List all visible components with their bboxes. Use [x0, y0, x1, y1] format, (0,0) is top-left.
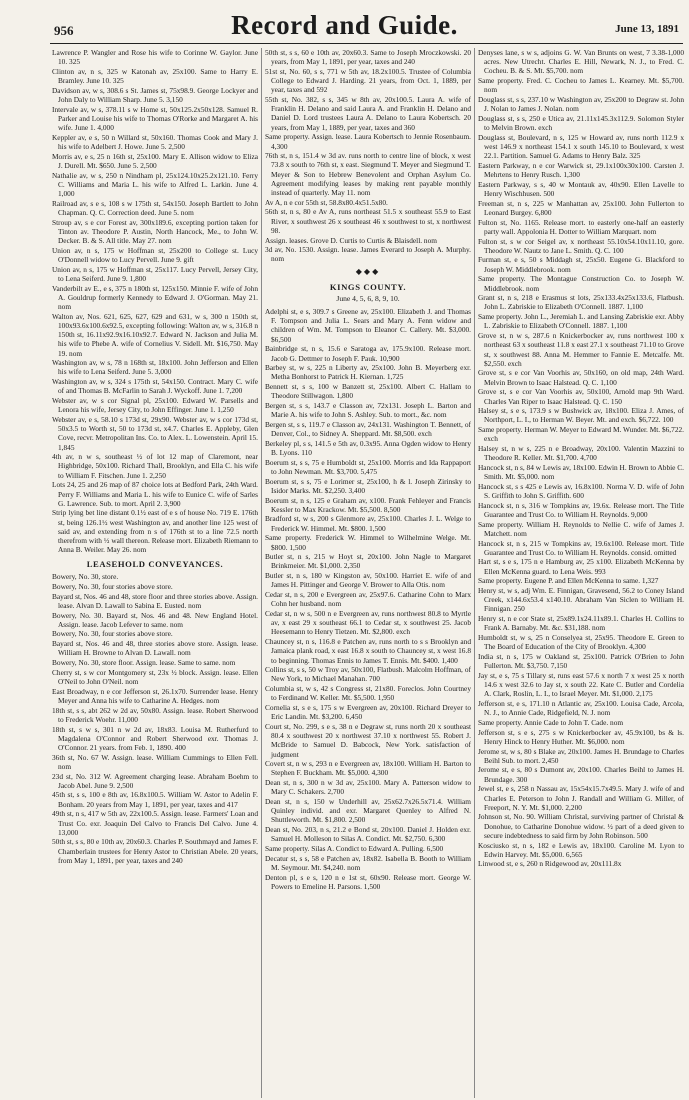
- transfer-entry: Jewel st, e s, 258 n Nassau av, 15x54x15.7x49.5. Mary J. wife of and Charles E. Peterson to John J. Randall and William G. Miller, of Freeport, N. Y. Mt. $1,000. 2,200: [478, 784, 684, 812]
- transfer-entry: Bayard st, Nos. 46 and 48, three stories above store. Assign. lease. William H. Browne to Alvan D. Lawall. nom: [52, 639, 258, 658]
- transfer-entry: Same property. Silas A. Condict to Edward A. Pulling. 6,500: [265, 844, 444, 854]
- transfer-entry: Cornelia st, s e s, 175 s w Evergreen av, 20x100. Richard Dreyer to Eric Landin. Mt. $3,200. 6,450: [265, 703, 471, 722]
- transfer-entry: Morris av, e s, 25 n 16th st, 25x100. Mary E. Allison widow to Eliza J. Durell. Mt. $650. June 5. 2,500: [52, 151, 258, 170]
- transfer-entry: Clinton av, n s, 325 w Katonah av, 25x100. Same to Harry E. Bramley. June 10. 325: [52, 66, 258, 86]
- transfer-entry: 76th st, n s, 151.4 w 3d av. runs north to centre line of block, x west 73.8 x south to 76th st, x east. Siegmund T. Meyer and Siegmund T. Meyer & Son to Hebrew Benevolent and Orphan Asylum Co. Agreement modifying leases by making rent payable monthly instead of quarterly. May 11. nom: [265, 151, 471, 198]
- transfer-entry: Boerum st, n s, 125 e Graham av, x100. Frank Fehleyer and Francis Kessler to Max Krackow. Mt. $5,500. 8,500: [265, 495, 471, 514]
- leasehold-list-continued: [265, 48, 471, 264]
- transfer-entry: Same property. Fred. C. Cocheu to James L. Kearney. Mt. $5,700. nom: [478, 76, 684, 95]
- transfer-entry: Cherry st, s w cor Montgomery st, 23x ½ block. Assign. lease. Ellen O'Neil to John O'Neil. nom: [52, 667, 258, 686]
- page-number: 956: [54, 23, 74, 38]
- transfer-entry: Boerum st, s s, 75 e Humboldt st, 25x100. Morris and Ida Rappaport to John Newman. Mt. $3,700. 5,475: [265, 457, 471, 476]
- transfer-entry: Same property. The Montague Construction Co. to Joseph W. Middlebrook. nom: [478, 274, 684, 293]
- transfer-entry: Court st, No. 299, s e s, 38 n e Degraw st, runs north 20 x southeast 80.4 x southwest 20 x northwest 37.10 x northwest 55. Robert J. McBride to Samuel D. Babcock, New York. satisfaction of judgment: [265, 721, 471, 759]
- transfer-entry: Douglass st, Boulevard, n s, 125 w Howard av, runs north 112.9 x west 146.9 x northeast 154.1 x south 145.10 to Boulevard, x west 22.1. Partition. Samuel G. Adams to Henry Balz. 325: [478, 132, 684, 161]
- section-title-leasehold: LEASEHOLD CONVEYANCES.: [86, 559, 224, 570]
- transfer-entry: Jay st, e s, 75 s Tillary st, runs east 57.6 x north 7 x west 25 x north 14.6 x west 32.6 to Jay st, x south 22. Kate C. Butler and Cordelia A. Clark, Roslin, L. I., to Israel Meyer. Mt. $1,000. 2,175: [478, 670, 684, 699]
- transfer-entry: Fulton st, No. 1165. Release mort. to easterly one-half an easterly party wall. Appolonia H. Dotter to William Marquart. nom: [478, 217, 684, 236]
- transfer-entry: 51st st, No. 60, s s, 771 w 5th av, 18.2x100.5. Trustee of Columbia College to Edward J. Harding. 21 years, from Oct. 1, 1889, per year, taxes and 592: [265, 66, 471, 95]
- issue-date: June 13, 1891: [615, 23, 679, 35]
- transfer-entry: Cedar st, n s, 200 e Evergreen av, 25x97.6. Catharine Cohn to Marx Cohn her husband. nom: [265, 590, 471, 609]
- transfer-entry: 3d av, No. 1530. Assign. lease. James Everard to Joseph A. Murphy. nom: [265, 245, 471, 264]
- kings-county-list-continued: [478, 48, 684, 869]
- transfer-entry: Dean st, n s, 150 w Underhill av, 25x62.7x26.5x71.4. William Quinley individ. and exr. Margaret Quenley to Alfred N. Shuttleworth. Mt. $1,800. 2,500: [265, 797, 471, 825]
- transfer-entry: Denyses lane, s w s, adjoins G. W. Van Brunts on west, 7 3.38-1,000 acres. New Utrecht. Charles E. Hill, Newark, N. J., to Fred. C. Cocheu. B. & S. Mt. $5,700. nom: [478, 48, 684, 76]
- transfer-entry: Boerum st, s s, 75 e Lorimer st, 25x100, h & l. Joseph Zirinsky to Isidor Marks. Mt. $2,250. 3,400: [265, 476, 471, 495]
- section-title-kings-county: KINGS COUNTY.: [329, 281, 407, 292]
- transfer-entry: East Broadway, n e cor Jefferson st, 26.1x70. Surrender lease. Henry Meyer and Anna his wife to Catharine A. Hedges. nom: [52, 686, 258, 705]
- transfer-entry: Strip lying bet line distant 0.1½ east of e s of house No. 719 E. 176th st, being 126.1½ west Washington av, and another line 125 west of said av, and extending from n s of 176th st to a line 72.5 north therefrom with ½ wall thereon. Release mort. Elizabeth Riemann to Anna B. Weiler. May 26. nom: [52, 508, 258, 555]
- transfer-entry: Same property. Annie Cade to John T. Cade. nom: [478, 717, 624, 727]
- column-divider: [474, 48, 475, 1098]
- transfer-entry: India st, n s, 175 w Oakland st, 25x100. Patrick O'Brien to John Fullerton. Mt. $3,750. 7,150: [478, 652, 684, 671]
- transfer-entry: 55th st, No. 382, s s, 345 w 8th av, 20x100.5. Laura A. wife of Franklin H. Delano and said Laura A. and Franklin H. Delano and Daniel D. Lord trustees Laura A. Delano to Laura Kobertsch. 20 years, from May 1, 1889, per year, taxes and 360: [265, 95, 471, 132]
- transfer-entry: Grove st, n w s, 287.6 n Knickerbocker av, runs northwest 100 x northeast 63 x southeast 11.8 x east 27.1 x southeast 71.10 to Grove st, x southwest 88. Anna M. Hemmer to Fannie E. Metcalfe. Mt. $2,550. exch: [478, 331, 684, 368]
- column-3: [478, 48, 684, 1098]
- transfer-entry: Berkeley pl, s s, 141.5 e 5th av, 0.3x95. Anna Ogden widow to Henry B. Lyons. 110: [265, 438, 471, 458]
- transfer-entry: 4th av, n w s, southeast ½ of lot 12 map of Claremont, near Highbridge, 50x100. Richard Thall, Brooklyn, and Ella C. his wife to William F. Fitschen. June 1. 2,250: [52, 452, 258, 480]
- transfer-entry: Lawrence P. Wangler and Rose his wife to Corinne W. Gaylor. June 10. 325: [52, 48, 258, 67]
- transfer-entry: Bowery, No. 30, four stories above store.: [52, 629, 173, 639]
- transfer-entry: Halsey st, s e s, 173.9 s w Bushwick av, 18x100. Eliza J. Ames, of Northport, L. I., to Herman W. Beyer. Mt. and exch. $6,722. 100: [478, 406, 684, 425]
- transfer-entry: Bayard st, Nos. 46 and 48, store floor and three stories above. Assign. lease. Alvan D. Lawall to Sabina E. Eusted. nom: [52, 591, 258, 610]
- transfer-entry: 23d st, No. 312 W. Agreement charging lease. Abraham Boehm to Jacob Abel. June 9. 2,500: [52, 771, 258, 790]
- transfer-entry: Bergen st, s s, 143.7 e Classon av, 72x131. Joseph L. Barton and Marie A. his wife to John S. Ashley. Sub. to mort., &c. nom: [265, 401, 471, 420]
- transfer-entry: Columbia st, w s, 42 s Congress st, 21x80. Foreclos. John Courtney to Ferdinand W. Keller. Mt. $5,500. 1,950: [265, 684, 471, 703]
- conveyance-list: [52, 48, 258, 554]
- transfer-entry: 50th st, s s, 60 e 10th av, 20x60.3. Same to Joseph Mroczkowski. 20 years, from May 1, 1891, per year, taxes and 240: [265, 48, 471, 67]
- transfer-entry: Linwood st, e s, 260 n Ridgewood av, 20x111.8x: [478, 859, 622, 869]
- transfer-entry: Adelphi st, e s, 309.7 s Greene av, 25x100. Elizabeth J. and Thomas F. Tompson and Julia L. Sears and Mary A. Fenn widow and children of Wm. M. Tompson to Eleanor C. Callery. Mt. $3,000. $6,500: [265, 307, 471, 344]
- transfer-entry: Henry st, n e cor State st, 25x89.1x24.11x89.1. Charles H. Collins to Frank A. Barnaby. Mt. &c. $31,188. nom: [478, 614, 684, 633]
- transfer-entry: Bowery, No. 30. Bayard st, Nos. 46 and 48. New England Hotel. Assign. lease. Jacob Lefever to same. nom: [52, 610, 258, 629]
- transfer-entry: Bowery, No. 30, store floor. Assign. lease. Same to same. nom: [52, 658, 236, 668]
- transfer-entry: Cedar st, n w s, 500 n e Evergreen av, runs northwest 80.8 to Myrtle av, x east 29 x southeast 66.1 to Cedar st, x southwest 25. Jacob Heesemann to Henry Tietzen. Mt. $2,800. exch: [265, 609, 471, 637]
- transfer-entry: Grove st, s e cor Van Voorhis av, 50x100, Arnold map 9th Ward. Charles Van Riper to Isaac Halstead. Q. C. 150: [478, 387, 684, 406]
- transfer-entry: Furman st, e s, 50 s Middagh st, 25x50. Eugene G. Blackford to Joseph W. Middlebrook. nom: [478, 255, 684, 274]
- leasehold-list: [52, 572, 258, 865]
- transfer-entry: Bennett st, s s, 100 w Banzett st, 25x100. Albert C. Hallam to Theodore Stillwagon. 1,800: [265, 382, 471, 401]
- transfer-entry: Hancock st, n s, 84 w Lewis av, 18x100. Edwin H. Brown to Abbie C. Smith. Mt. $5,000. nom: [478, 462, 684, 482]
- transfer-entry: Same property. William H. Reynolds to Nellie C. wife of James J. Matchett. nom: [478, 519, 684, 538]
- transfer-entry: Eastern Parkway, s s, 40 w Montauk av, 40x90. Ellen Lavelle to Henry Wischhusen. 500: [478, 179, 684, 199]
- transfer-entry: Humboldt st, w s, 25 n Conselyea st, 25x95. Theodore E. Green to The Board of Education of the City of Brooklyn. 4,300: [478, 633, 684, 652]
- transfer-entry: Bainbridge st, n s, 15.6 e Saratoga av, 175.9x100. Release mort. Jacob G. Dettmer to Joseph F. Pauk. 10,900: [265, 344, 471, 363]
- transfer-entry: Same property. Eugene P. and Ellen McKenna to same. 1,327: [478, 576, 659, 586]
- transfer-entry: 18th st, s w s, 301 n w 2d av, 18x83. Louisa M. Rutherfurd to Magdalena O'Connor and Robert Sherwood exr. Thomas J. O'Connor. 21 years. from Feb. 1, 1890. 400: [52, 724, 258, 752]
- transfer-entry: Chauncey st, n s, 116.8 e Patchen av, runs north to s s Brooklyn and Jamaica plank road, x east 16.8 x south to Chauncey st, x west 16.8 to beginning. Thomas Ennis to James T. Ennis. Mt. $400. 1,400: [265, 637, 471, 665]
- transfer-entry: Intervale av, w s, 378.11 s w Home st, 50x125.2x50x128. Samuel R. Parker and Louise his wife to Thomas O'Rorke and Margaret A. his wife. June 1. 4,000: [52, 104, 258, 133]
- transfer-entry: Hancock st, s s 425 e Lewis av, 16.8x100. Norma V. D. wife of John S. Griffith to John S. Griffith. 600: [478, 481, 684, 501]
- transfer-entry: 50th st, s s, 80 e 10th av, 20x60.3. Charles P. Southmayd and James F. Chamberlain trustees for Henry Astor to Christian Abele. 20 years, from May 1, 1891, per year, taxes and 240: [52, 837, 258, 865]
- transfer-entry: Bowery, No. 30, store.: [52, 572, 119, 582]
- transfer-entry: Butler st, n s, 215 w Hoyt st, 20x100. John Nagle to Margaret Brinkmeier. Mt. $1,000. 2,350: [265, 552, 471, 571]
- transfer-entry: Covert st, n w s, 293 n e Evergreen av, 18x100. William H. Barton to Stephen F. Buckham. Mt. $5,000. 4,300: [265, 759, 471, 778]
- transfer-entry: Union av, n s, 175 w Hoffman st, 25x200 to College st. Lucy O'Donnell widow to Lucy Pervell. June 9. gift: [52, 245, 258, 264]
- transfer-entry: Same property. Assign. lease. Laura Kobertsch to Jennie Rosenbaum. 4,300: [265, 132, 471, 151]
- transfer-entry: Halsey st, n w s, 225 n e Broadway, 20x100. Valentin Mazzini to Theodore R. Keller. Mt. $1,700. 4,700: [478, 444, 684, 463]
- transfer-entry: Decatur st, s s, 58 e Patchen av, 18x82. Isabella B. Booth to William M. Seymour. Mt. $4,240. nom: [265, 853, 471, 872]
- column-2: [265, 48, 471, 1098]
- transfer-entry: Lots 24, 25 and 26 map of 87 choice lots at Bedford Park, 24th Ward. Perry F. Williams and Maria L. his wife to Eunice C. wife of Sarles G. Lawrence. Sub. to mort. April 2. 3,900: [52, 480, 258, 508]
- transfer-entry: Railroad av, s e s, 108 s w 175th st, 54x150. Joseph Bartlett to John Chapman. Q. C. Correction deed. June 5. nom: [52, 198, 258, 217]
- transfer-entry: Jefferson st, s e s, 275 s w Knickerbocker av, 45.9x100, bs & ls. Henry Hinck to Henry Huther. Mt. $6,000. nom: [478, 727, 684, 746]
- page-header: [0, 0, 689, 40]
- transfer-entry: Henry st, w s, adj Wm. E. Finnigan, Gravesend, 56.2 to Coney Island Creek, x144.6x53.4 x140.10. Abraham Van Siclen to William H. Finnigan. 250: [478, 586, 684, 614]
- transfer-entry: Webster av, w s cor Signal pl, 25x100. Edward W. Parsells and Lenora his wife, Jersey City, to John Effinger. June 1. 1,250: [52, 396, 258, 415]
- transfer-entry: 45th st, s s, 100 e 8th av, 16.8x100.5. William W. Astor to Adelin F. Bonham. 20 years from May 1, 1891, per year, taxes and 417: [52, 790, 258, 809]
- transfer-entry: Collins st, s s, 50 w Troy av, 50x100, Flatbush. Malcolm Hoffman, of New York, to Michael Manahan. 700: [265, 665, 471, 684]
- transfer-entry: Washington av, w s, 78 n 168th st, 18x100. John Jefferson and Ellen his wife to Lena Seiferd. June 5. 3,000: [52, 358, 258, 377]
- transfer-entry: Vanderbilt av E., e s, 375 n 180th st, 125x150. Minnie F. wife of John A. Gouldrup formerly Kennedy to Edward J. O'Gorman. May 21. nom: [52, 283, 258, 311]
- transfer-entry: 36th st, No. 67 W. Assign. lease. William Cummings to Ellen Fell. nom: [52, 752, 258, 771]
- transfer-entry: Jerome st, e s, 80 s Dumont av, 20x100. Charles Beihl to James H. Brundage. 300: [478, 765, 684, 784]
- transfer-entry: Jerome st, w s, 80 s Blake av, 20x100. James H. Brundage to Charles Beihl Sub. to mort. 2,450: [478, 746, 684, 765]
- transfer-entry: Same property. John L., Jeremiah L. and Lansing Zabriskie exr. Abby L. Zabriskie to Elizabeth O'Connell. 1887. 1,100: [478, 312, 684, 331]
- transfer-entry: Kosciusko st, n s, 182 e Lewis av, 18x100. Caroline M. Lyon to Edwin Harvey. Mt. $5,000. 6,565: [478, 840, 684, 859]
- transfer-entry: Barbey st, w s, 225 n Liberty av, 25x100. John B. Meyerberg exr. Metha Bonhorst to Patrick H. Kiernan. 1,725: [265, 363, 471, 382]
- transfer-entry: Nathalie av, w s, 250 n Nindham pl, 25x124.10x25.2x121.10. Ferry C. Williams and Maria L. his wife to Alfred L. Larkin. June 4. 1,000: [52, 170, 258, 199]
- transfer-entry: 18th st, s s, abt 262 w 2d av, 50x80. Assign. lease. Robert Sherwood to Frederick Woehr. 11,000: [52, 705, 258, 724]
- transfer-entry: Dean st, n s, 300 n w 3d av, 25x100. Mary A. Patterson widow to Mary C. Schakers. 2,700: [265, 778, 471, 797]
- kings-county-list: [265, 307, 471, 891]
- transfer-entry: 49th st, n s, 417 w 5th av, 22x100.5. Assign. lease. Farmers' Loan and Trust Co. exr. Joaquin Del Calvo to Francis Del Calvo. June 4. 13,000: [52, 809, 258, 837]
- transfer-entry: Union av, n s, 175 w Hoffman st, 25x117. Lucy Pervell, Jersey City, to Lena Seiferd. June 9. 1,800: [52, 264, 258, 283]
- transfer-entry: Davidson av, w s, 308.6 s St. James st, 75x98.9. George Lockyer and John Daly to William Sharp. June 5. 3,150: [52, 85, 258, 105]
- transfer-entry: Hancock st, n s, 316 w Tompkins av, 19.6x. Release mort. The Title Guarantee and Trust Co. to William H. Reynolds. 9,000: [478, 500, 684, 519]
- transfer-entry: Assign. leases. Grove D. Curtis to Curtis & Blaisdell. nom: [265, 235, 437, 245]
- transfer-entry: Bradford st, w s, 200 s Glenmore av, 25x100. Charles J. L. Welge to Frederick W. Himmel. Mt. $800. 1,500: [265, 514, 471, 533]
- transfer-entry: 56th st, n s, 80 e Av A, runs northeast 51.5 x southeast 55.9 to East River, x southwest 26 x southeast 46 x southwest to st, x northwest 98.: [265, 207, 471, 235]
- transfer-entry: Butler st, n s, 180 w Kingston av, 50x100. Harriet E. wife of and James H. Pittinger and George V. Brower to Alla Otis. nom: [265, 571, 471, 590]
- transfer-entry: Jefferson st, e s, 171.10 n Atlantic av, 25x100. Louisa Cade, Arcola, N. J., to Annie Cade, Ridgefield, N. J. nom: [478, 699, 684, 718]
- transfer-entry: Keppler av, e s, 50 n Willard st, 50x160. Thomas Cook and Mary J. his wife to Adelbert J. Howe. June 5. 2,500: [52, 132, 258, 152]
- header-rule: [50, 43, 683, 44]
- transfer-entry: Webster av, e s, 58.10 s 173d st, 29x90. Webster av, w s cor 173d st, 50x3.5 to Worth st, 50 to 173d st, x4.7. Charles E. Appleby, Glen Cove, recvr. Metropolitan Ins. Co. to Alex. L. Lowenstein. April 15. 1,845: [52, 414, 258, 452]
- transfer-entry: Stroup av, s e cor Forest av, 300x189.6, excepting portion taken for Tinton av. Theodore P. Austin, North Hancock, Me., to John W. Decker. B. & S. All title. May 27. nom: [52, 217, 258, 246]
- section-ornament: ◆◆◆: [355, 266, 381, 276]
- transfer-entry: Bowery, No. 30, four stories above store.: [52, 581, 173, 591]
- transfer-entry: Hart st, s e s, 175 n e Hamburg av, 25 x100. Elizabeth McKenna by Ellen McKenna guard. to Lena Weis. 993: [478, 557, 684, 576]
- transfer-entry: Freeman st, n s, 225 w Manhattan av, 25x100. John Fullerton to Leonard Burgey. 6,800: [478, 198, 684, 217]
- column-1: [52, 48, 258, 1098]
- transfer-entry: Washington av, w s, 324 s 175th st, 54x150. Contract. Mary C. wife of and Thomas B. McFarlin to Sarah J. Wyckoff. June 1. 7,200: [52, 377, 258, 396]
- transfer-entry: Grove st, s e cor Van Voorhis av, 50x160, on old map, 24th Ward. Melvin Brown to Isaac Halstead. Q. C. 1,100: [478, 368, 684, 387]
- column-divider: [261, 48, 262, 1098]
- section-dates: June 4, 5, 6, 8, 9, 10.: [336, 294, 400, 304]
- transfer-entry: Same property. Frederick W. Himmel to Wilhelmine Welge. Mt. $800. 1,500: [265, 533, 471, 552]
- transfer-entry: Av A, n e cor 55th st, 58.8x80.4x51.5x80.: [265, 197, 388, 207]
- transfer-entry: Douglass st, s s, 237.10 w Washington av, 25x200 to Degraw st. John J. Nolan to James J. Nolan. nom: [478, 95, 684, 114]
- transfer-entry: Douglass st, s s, 250 e Utica av, 21.11x145.3x112.9. Solomon Styler to Melvin Brown. exch: [478, 113, 684, 133]
- transfer-entry: Bergen st, s s, 119.7 e Classon av, 24x131. Washington T. Bennett, of Denver, Col., to Sidney A. Sheppard. Mt. $8,500. exch: [265, 419, 471, 439]
- transfer-entry: Fulton st, s w cor Seigel av, x northeast 55.10x54.10x11.10, gore. Theodore W. Nautz to Jane L. Smith. Q. C. 100: [478, 236, 684, 255]
- transfer-entry: Same property. Herman W. Meyer to Edward M. Wunder. Mt. $6,722. exch: [478, 425, 684, 444]
- transfer-entry: Grant st, n s, 218 e Erasmus st lots, 25x133.4x25x133.6, Flatbush. John L. Zabriskie to Elizabeth O'Connell. 1887. 1,100: [478, 293, 684, 312]
- publication-title: Record and Guide.: [231, 10, 458, 40]
- transfer-entry: Johnson st, No. 90. William Christal, surviving partner of Christal & Donohue, to Catharine Donohue widow. ½ part of a deed given to secure indebtedness to said firm by John Robinson. 500: [478, 812, 684, 840]
- transfer-entry: Walton av, Nos. 621, 625, 627, 629 and 631, w s, 300 n 150th st, 100x93.6x100.6x92.5, excepting following: Walton av, w s, 316.8 n 150th st, 16.11x92.9x16.10x92.7. Edward N. Jackson and Julia M. his wife to Phebe A. wife of Cornelius V. Sidell. Mt. $16,750. May 19. nom: [52, 311, 258, 358]
- transfer-entry: Eastern Parkway, n e cor Warwick st, 29.1x100x30x100. Carsten J. Mehrtens to Henry Rusch. 1,300: [478, 160, 684, 180]
- transfer-entry: Dean st, No. 203, n s, 21.2 e Bond st, 20x100. Daniel J. Holden exr. Samuel H. Molleson to Silas A. Condict. Mt. $2,750. 6,300: [265, 825, 471, 844]
- transfer-entry: Hancock st, n s, 215 w Tompkins av, 19.6x100. Release mort. Title Guarantee and Trust Co. to William H. Reynolds. consid. omitted: [478, 538, 684, 557]
- transfer-entry: Denton pl, s e s, 120 n e 1st st, 60x90. Release mort. George W. Powers to Emeline H. Parsons. 1,500: [265, 872, 471, 891]
